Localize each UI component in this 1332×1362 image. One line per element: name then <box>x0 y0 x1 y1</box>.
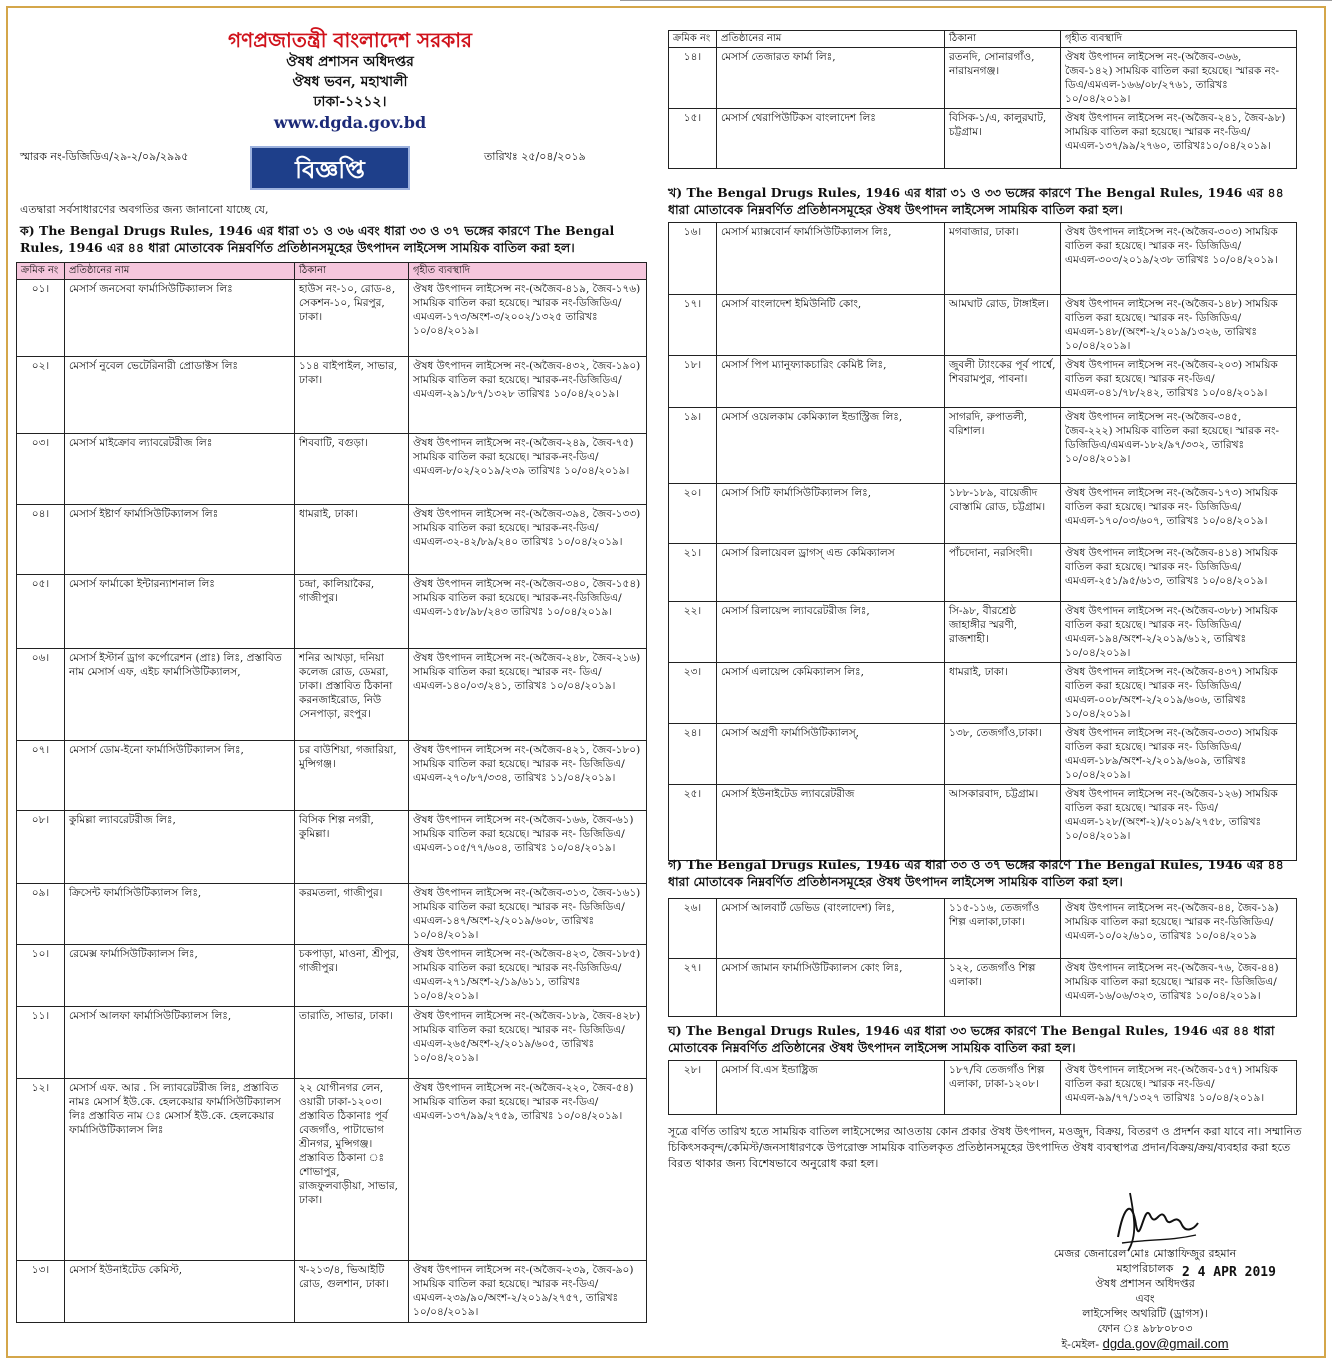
table-row <box>17 884 647 945</box>
table-row <box>669 959 1297 1017</box>
address-cell: ১৮৭/বি তেজগাঁও শিল্প এলাকা, ঢাকা-১২০৮। <box>945 1061 1061 1115</box>
table-row <box>669 484 1297 544</box>
address-cell: ধামরাই, ঢাকা। <box>945 663 1061 724</box>
name-cell: মেসার্স রিলায়েবল ড্রাগস্ এন্ড কেমিক্যালস <box>717 544 945 602</box>
address-cell: ১১৫-১১৬, তেজগাঁও শিল্প এলাকা,ঢাকা। <box>945 899 1061 959</box>
serial-cell: ২৭। <box>669 959 717 1017</box>
address-cell: হাউস নং-১০, রোড-৪, সেকশন-১০, মিরপুর, ঢাকা। <box>295 280 409 357</box>
name-cell: মেসার্স পিপ ম্যানুফ্যাকচারিং কেমিষ্ট লিঃ, <box>717 356 945 408</box>
name-cell: মেসার্স অগ্রণী ফার্মাসিউটিক্যালস্, <box>717 724 945 785</box>
name-cell: ক্রিসেন্ট ফার্মাসিউটিক্যালস লিঃ, <box>65 884 295 945</box>
name-cell: মেসার্স বি.এস ইন্ডাষ্ট্রিজ <box>717 1061 945 1115</box>
name-cell: মেসার্স এলায়েন্স কেমিক্যালস লিঃ, <box>717 663 945 724</box>
col-action: গৃহীত ব্যবস্থাদি <box>1061 31 1297 48</box>
city-line: ঢাকা-১২১২। <box>313 94 387 110</box>
serial-cell: ১৫। <box>669 109 717 169</box>
action-cell: ঔষধ উৎপাদন লাইসেন্স নং-(অজৈব-৭৬, জৈব-৪৪) সাময়িক বাতিল করা হয়েছে। স্মারক নং- ডিজিডিএ/ এমএল-১৬/০৬/৩২৩, তারিখঃ ১০/০৪/২০১৯। <box>1061 959 1297 1017</box>
signature-block <box>1010 1246 1280 1352</box>
table-row <box>17 741 647 811</box>
serial-cell: ০৬। <box>17 649 65 741</box>
action-cell: ঔষধ উৎপাদন লাইসেন্স নং-(অজৈব-৪২১, জৈব-১৮০) সাময়িক বাতিল করা হয়েছে। স্মারক নং- ডিজিডিএ/এমএল-২৭০/৮৭/৩৩৪, তারিখঃ ১১/০৪/২০১৯। <box>409 741 647 811</box>
table-row <box>669 295 1297 356</box>
serial-cell: ১৩। <box>17 1261 65 1323</box>
serial-cell: ০২। <box>17 357 65 434</box>
top-rule <box>620 0 1332 5</box>
signatory-and: এবং <box>1135 1292 1155 1305</box>
table-row <box>17 357 647 434</box>
signatory-phone: ফোন ঃ ৯৮৮০৮০৩ <box>1097 1322 1193 1335</box>
serial-cell: ২০। <box>669 484 717 544</box>
signature-image <box>1110 1185 1200 1255</box>
table-row <box>669 356 1297 408</box>
section-kha-heading: খ) The Bengal Drugs Rules, 1946 এর ধারা ৩১ ও ৩৩ ভঙ্গের কারণে The Bengal Rules, 1946 এর ৪৪ ধারা মোতাবেক নিম্নবর্ণিত প্রতিষ্ঠানসমূহের ঔষধ উৎপাদন লাইসেন্স সাময়িক বাতিল করা হল। <box>668 185 1284 217</box>
action-cell: ঔষধ উৎপাদন লাইসেন্স নং-(অজৈব-১৭৩) সাময়িক বাতিল করা হয়েছে। স্মারক নং- ডিজিডিএ/এমএল-১৭০/০৩/৬০৭, তারিখঃ ১০/০৪/২০১৯। <box>1061 484 1297 544</box>
name-cell: মেসার্স ইউনাইটেড ল্যাবরেটরীজ <box>717 785 945 861</box>
notice-date: তারিখঃ ২৫/০৪/২০১৯ <box>484 150 586 163</box>
name-cell: মেসার্স আলবার্ট ডেভিড (বাংলাদেশ) লিঃ, <box>717 899 945 959</box>
name-cell: মেসার্স এফ. আর . সি ল্যাবরেটরীজ লিঃ, প্রস্তাবিত নামঃ মেসার্স ইউ.কে. হেলকেয়ার ফার্মাসিউটিক্যালস লিঃ প্রস্তাবিত নাম ঃ মেসার্স ইউ.কে. হেলকেয়ার ফার্মাসিউটিক্যালস লিঃ <box>65 1079 295 1261</box>
website-link[interactable]: www.dgda.gov.bd <box>273 113 427 132</box>
serial-cell: ২৬। <box>669 899 717 959</box>
serial-cell: ০৫। <box>17 575 65 649</box>
serial-cell: ১২। <box>17 1079 65 1261</box>
action-cell: ঔষধ উৎপাদন লাইসেন্স নং-(অজৈব-৩৬৬, জৈব-১৪২) সাময়িক বাতিল করা হয়েছে। স্মারক নং- ডিএ/এমএল-১৬৬/০৮/২৭৬১, তারিখঃ ১০/০৪/২০১৯। <box>1061 48 1297 109</box>
name-cell: রেমেক্স ফার্মাসিউটিক্যালস লিঃ, <box>65 945 295 1007</box>
email-link[interactable]: dgda.gov@gmail.com <box>1102 1336 1229 1351</box>
action-cell: ঔষধ উৎপাদন লাইসেন্স নং-(অজৈব-৩৮৮) সাময়িক বাতিল করা হয়েছে। স্মারক নং- ডিজিডিএ/এমএল-১৯৪/অংশ-২/২০১৯/৬১২, তারিখঃ ১০/০৪/২০১৯। <box>1061 602 1297 663</box>
letterhead <box>200 28 500 134</box>
memo-number: স্মারক নং-ডিজিডিএ/২৯-২/০৯/২৯৯৫ <box>20 150 189 163</box>
address-cell: খ-২১৩/৪, ভিআইটি রোড, গুলশান, ঢাকা। <box>295 1261 409 1323</box>
serial-cell: ১৮। <box>669 356 717 408</box>
action-cell: ঔষধ উৎপাদন লাইসেন্স নং-(অজৈব-৪১৯, জৈব-১৭৬) সাময়িক বাতিল করা হয়েছে। স্মারক নং-ডিজিডিএ/এমএল-১৭৩/অংশ-৩/২০০২/১৩২৫ তারিখঃ ১০/০৪/২০১৯। <box>409 280 647 357</box>
action-cell: ঔষধ উৎপাদন লাইসেন্স নং-(অজৈব-৪২৩, জৈব-১৮৫) সাময়িক বাতিল করা হয়েছে। স্মারক নং-ডিজিডিএ/এমএল-২৭১/অংশ-২/১৯/৬১১, তারিখঃ ১০/০৪/২০১৯। <box>409 945 647 1007</box>
address-cell: সি-৯৮, বীরশ্রেষ্ঠ জাহাঙ্গীর স্মরণী, রাজশাহী। <box>945 602 1061 663</box>
col-action: গৃহীত ব্যবস্থাদি <box>409 263 647 280</box>
action-cell: ঔষধ উৎপাদন লাইসেন্স নং-(অজৈব-৩৯৪, জৈব-১৩৩) সাময়িক বাতিল করা হয়েছে। স্মারক-নং-ডিএ/এমএল-৩২-৪২/৮৯/২৪০ তারিখঃ ১০/০৪/২০১৯। <box>409 505 647 575</box>
table-section-ga <box>668 898 1297 1017</box>
dept-name: ঔষধ প্রশাসন অধিদপ্তর <box>286 54 414 70</box>
signatory-authority: লাইসেন্সিং অথরিটি (ড্রাগস)। <box>1082 1307 1208 1320</box>
name-cell: মেসার্স ডোম-ইনো ফার্মাসিউটিক্যালস লিঃ, <box>65 741 295 811</box>
address-cell: তারাতি, সাভার, ঢাকা। <box>295 1007 409 1079</box>
table-section-kha <box>668 222 1297 861</box>
serial-cell: ২৪। <box>669 724 717 785</box>
table-row <box>17 649 647 741</box>
col-name: প্রতিষ্ঠানের নাম <box>717 31 945 48</box>
table-row <box>669 602 1297 663</box>
address-cell: শিববাটি, বগুড়া। <box>295 434 409 505</box>
col-name: প্রতিষ্ঠানের নাম <box>65 263 295 280</box>
table-header-row <box>669 31 1297 48</box>
name-cell: মেসার্স জামান ফার্মাসিউটিক্যালস কোং লিঃ, <box>717 959 945 1017</box>
serial-cell: ২১। <box>669 544 717 602</box>
action-cell: ঔষধ উৎপাদন লাইসেন্স নং-(অজৈব-১৬৬, জৈব-৬১) সাময়িক বাতিল করা হয়েছে। স্মারক নং- ডিজিডিএ/এমএল-১০৫/৭৭/৬০৪, তারিখঃ ১০/০৪/২০১৯। <box>409 811 647 884</box>
address-cell: চকপাড়া, মাওনা, শ্রীপুর, গাজীপুর। <box>295 945 409 1007</box>
govt-title: গণপ্রজাতন্ত্রী বাংলাদেশ সরকার <box>228 28 472 52</box>
name-cell: মেসার্স বাংলাদেশ ইমিউনিটি কোং, <box>717 295 945 356</box>
action-cell: ঔষধ উৎপাদন লাইসেন্স নং-(অজৈব-৪৩৭) সাময়িক বাতিল করা হয়েছে। স্মারক নং- ডিজিডিএ/ এমএল-০০৮/অংশ-২/২০১৯/৬০৬, তারিখঃ ১০/০৪/২০১৯। <box>1061 663 1297 724</box>
name-cell: মেসার্স ম্যাক্সবোর্ন ফার্মাসিউটিক্যালস লিঃ, <box>717 223 945 295</box>
address-cell: চন্দ্রা, কালিয়াকৈর, গাজীপুর। <box>295 575 409 649</box>
address-cell: শনির আখড়া, দনিয়া কলেজ রোড, ডেমরা, ঢাকা। প্রস্তাবিত ঠিকানা করনজাইরোড, নিউ সেনপাড়া, রংপুর। <box>295 649 409 741</box>
serial-cell: ০৭। <box>17 741 65 811</box>
name-cell: মেসার্স নুবেল ভেটেরিনারী প্রোডাক্টস লিঃ <box>65 357 295 434</box>
date-stamp: 2 4 APR 2019 <box>1182 1265 1276 1280</box>
name-cell: মেসার্স আলফা ফার্মাসিউটিক্যালস লিঃ, <box>65 1007 295 1079</box>
action-cell: ঔষধ উৎপাদন লাইসেন্স নং-(অজৈব-১২৬) সাময়িক বাতিল করা হয়েছে। স্মারক নং- ডিএ/এমএল-১২৮/(অংশ-২)/২০১৯/২৭৫৮, তারিখঃ ১০/০৪/২০১৯। <box>1061 785 1297 861</box>
name-cell: মেসার্স ইষ্টার্ণ ফার্মাসিউটিক্যালস লিঃ <box>65 505 295 575</box>
address-cell: আসকারবাদ, চট্টগ্রাম। <box>945 785 1061 861</box>
section-ga-heading: গ) The Bengal Drugs Rules, 1946 এর ধারা ৩৩ ও ৩৭ ভঙ্গের কারণে The Bengal Rules, 1946 এর ৪৪ ধারা মোতাবেক নিম্নবর্ণিত প্রতিষ্ঠানসমূহের ঔষধ উৎপাদন লাইসেন্স সাময়িক বাতিল করা হল। <box>668 857 1284 889</box>
signatory-email-line <box>1010 1336 1280 1352</box>
col-address: ঠিকানা <box>945 31 1061 48</box>
section-ka-heading: ক) The Bengal Drugs Rules, 1946 এর ধারা ৩১ ও ৩৬ এবং ধারা ৩৩ ও ৩৭ ভঙ্গের কারণে The Bengal Rules, 1946 এর ৪৪ ধারা মোতাবেক নিম্নবর্ণিত প্রতিষ্ঠানসমূহের উৎপাদন লাইসেন্স সাময়িক বাতিল করা হল। <box>20 223 615 255</box>
address-cell: পাঁচদোনা, নরসিংদী। <box>945 544 1061 602</box>
action-cell: ঔষধ উৎপাদন লাইসেন্স নং-(অজৈব-২৪১, জৈব-৯৮) সাময়িক বাতিল করা হয়েছে। স্মারক নং-ডিএ/এমএল-১৩৭/৯৯/২৭৬০, তারিখঃ১০/০৪/২০১৯। <box>1061 109 1297 169</box>
action-cell: ঔষধ উৎপাদন লাইসেন্স নং-(অজৈব-১৫৭) সাময়িক বাতিল করা হয়েছে। স্মারক নং-ডিএ/এমএল-৯৯/৭৭/১৩২৭ তারিখঃ ১০/০৪/২০১৯। <box>1061 1061 1297 1115</box>
signatory-name: মেজর জেনারেল মোঃ মোস্তাফিজুর রহমান <box>1053 1247 1237 1260</box>
table-section-ka-cont <box>668 30 1297 169</box>
table-row <box>669 663 1297 724</box>
address-cell: মগবাজার, ঢাকা। <box>945 223 1061 295</box>
action-cell: ঔষধ উৎপাদন লাইসেন্স নং-(অজৈব-২০৩) সাময়িক বাতিল করা হয়েছে। স্মারক নং-ডিএ/এমএল-০৪১/৭৮/২৪২, তারিখঃ ১০/০৪/২০১৯। <box>1061 356 1297 408</box>
table-row <box>669 48 1297 109</box>
table-row <box>669 223 1297 295</box>
address-cell: ১৮৮-১৮৯, বায়েজীদ বোস্তামি রোড, চট্টগ্রাম। <box>945 484 1061 544</box>
table-row <box>669 724 1297 785</box>
name-cell: কুমিল্লা ল্যাবরেটরীজ লিঃ, <box>65 811 295 884</box>
name-cell: মেসার্স ইউনাইটেড কেমিস্ট, <box>65 1261 295 1323</box>
action-cell: ঔষধ উৎপাদন লাইসেন্স নং-(অজৈব-৪৪, জৈব-১৯) সাময়িক বাতিল করা হয়েছে। স্মারক নং-ডিজিডিএ/এমএল-১০/০২/৬১০, তারিখঃ ১০/০৪/২০১৯ <box>1061 899 1297 959</box>
serial-cell: ০১। <box>17 280 65 357</box>
table-header-row <box>17 263 647 280</box>
serial-cell: ১৭। <box>669 295 717 356</box>
building-name: ঔষধ ভবন, মহাখালী <box>292 74 408 90</box>
name-cell: মেসার্স সিটি ফার্মাসিউটিক্যালস লিঃ, <box>717 484 945 544</box>
table-row <box>17 811 647 884</box>
address-cell: বিসিক-১/এ, কালুরঘাট, চট্টগ্রাম। <box>945 109 1061 169</box>
table-row <box>17 1079 647 1261</box>
address-cell: করমতলা, গাজীপুর। <box>295 884 409 945</box>
table-row <box>17 1007 647 1079</box>
action-cell: ঔষধ উৎপাদন লাইসেন্স নং-(অজৈব-২২০, জৈব-৫৪) সাময়িক বাতিল করা হয়েছে। স্মারক নং-ডিএ/এমএল-১৩৭/৯৯/২৭৫৯, তারিখঃ ১০/০৪/২০১৯। <box>409 1079 647 1261</box>
table-row <box>669 785 1297 861</box>
address-cell: জুবলী ট্যাংকের পূর্ব পার্শ্বে, শিবরামপুর, পাবনা। <box>945 356 1061 408</box>
table-section-gha <box>668 1060 1297 1115</box>
address-cell: ১২২, তেজগাঁও শিল্প এলাকা। <box>945 959 1061 1017</box>
serial-cell: ০৪। <box>17 505 65 575</box>
col-serial: ক্রমিক নং <box>669 31 717 48</box>
serial-cell: ১৯। <box>669 408 717 484</box>
table-row <box>669 1061 1297 1115</box>
footer-note: সূত্রে বর্ণিত তারিখ হতে সাময়িক বাতিল লাইসেন্সের আওতায় কোন প্রকার ঔষধ উৎপাদন, মওজুদ, বিক্রয়, বিতরণ ও প্রদর্শন করা যাবে না। সম্মানিত চিকিৎসকবৃন্দ/কেমিস্ট/জনসাধারণকে উপরোক্ত সাময়িক বাতিলকৃত প্রতিষ্ঠানসমূহের উৎপাদিত ঔষধ ব্যবস্থাপত্র প্রদান/বিক্রয়/ক্রয়/ব্যবহার করা হতে বিরত থাকার জন্য বিশেষভাবে অনুরোধ করা হল। <box>668 1125 1302 1170</box>
table-row <box>17 1261 647 1323</box>
table-row <box>669 408 1297 484</box>
table-row <box>17 945 647 1007</box>
serial-cell: ১১। <box>17 1007 65 1079</box>
serial-cell: ১৬। <box>669 223 717 295</box>
serial-cell: ২৩। <box>669 663 717 724</box>
action-cell: ঔষধ উৎপাদন লাইসেন্স নং-(অজৈব-৩৪০, জৈব-১৫৪) সাময়িক বাতিল করা হয়েছে। স্মারক-নং-ডিজিডিএ/এমএল-১৫৮/৯৮/২৪৩ তারিখঃ ১০/০৪/২০১৯। <box>409 575 647 649</box>
name-cell: মেসার্স ওয়েলকাম কেমিক্যাল ইন্ডাস্ট্রিজ লিঃ, <box>717 408 945 484</box>
signatory-title: মহাপরিচালক <box>1116 1262 1174 1275</box>
serial-cell: ০৯। <box>17 884 65 945</box>
intro-text: এতদ্বারা সর্বসাধারণের অবগতির জন্য জানানো যাচ্ছে যে, <box>20 203 269 216</box>
name-cell: মেসার্স ফার্মাকো ইন্টারন্যাশনাল লিঃ <box>65 575 295 649</box>
table-row <box>17 280 647 357</box>
address-cell: চর বাউশিয়া, গজারিয়া, মুন্সিগঞ্জ। <box>295 741 409 811</box>
table-row <box>669 544 1297 602</box>
serial-cell: ১৪। <box>669 48 717 109</box>
table-row <box>17 575 647 649</box>
serial-cell: ০৮। <box>17 811 65 884</box>
address-cell: ২২ যোগীনগর লেন, ওয়ারী ঢাকা-১২০৩। প্রস্তাবিত ঠিকানাঃ পূর্ব বেজগাঁও, পাটাভোগ শ্রীনগর, মুন্সিগঞ্জ। প্রস্তাবিত ঠিকানা ঃ শোভাপুর, রাজফুলবাড়ীয়া, সাভার, ঢাকা। <box>295 1079 409 1261</box>
action-cell: ঔষধ উৎপাদন লাইসেন্স নং-(অজৈব-২৪৯, জৈব-৭৫) সাময়িক বাতিল করা হয়েছে। স্মারক-নং-ডিএ/এমএল-৮/০২/২০১৯/২৩৯ তারিখঃ ১০/০৪/২০১৯। <box>409 434 647 505</box>
address-cell: বিসিক শিল্প নগরী, কুমিল্লা। <box>295 811 409 884</box>
action-cell: ঔষধ উৎপাদন লাইসেন্স নং-(অজৈব-৩১৩, জৈব-১৬১) সাময়িক বাতিল করা হয়েছে। স্মারক নং- ডিজিডিএ/এমএল-১৪৭/অংশ-২/২০১৯/৬০৮, তারিখঃ ১০/০৪/২০১৯। <box>409 884 647 945</box>
address-cell: আমঘাট রোড, টাঙ্গাইল। <box>945 295 1061 356</box>
col-serial: ক্রমিক নং <box>17 263 65 280</box>
name-cell: মেসার্স জনসেবা ফার্মাসিউটিক্যালস লিঃ <box>65 280 295 357</box>
table-row <box>669 899 1297 959</box>
email-label: ই-মেইল- <box>1061 1338 1100 1351</box>
action-cell: ঔষধ উৎপাদন লাইসেন্স নং-(অজৈব-৩৩৩) সাময়িক বাতিল করা হয়েছে। স্মারক নং- ডিজিডিএ/ এমএল-১৮৯/অংশ-২/২০১৯/৬০৯, তারিখঃ ১০/০৪/২০১৯। <box>1061 724 1297 785</box>
name-cell: মেসার্স মাইক্রোব ল্যাবরেটরীজ লিঃ <box>65 434 295 505</box>
action-cell: ঔষধ উৎপাদন লাইসেন্স নং-(অজৈব-২৩৯, জৈব-৯০) সাময়িক বাতিল করা হয়েছে। স্মারক নং-ডিএ/এমএল-২৩৯/৯০/অংশ-২/২০১৯/২৭৫৭, তারিখঃ ১০/০৪/২০১৯। <box>409 1261 647 1323</box>
name-cell: মেসার্স ইস্টার্ন ড্রাগ কর্পোরেশন (প্রাঃ) লিঃ, প্রস্তাবিত নাম মেসার্স এফ, এইচ ফার্মাসিউটিক্যালস, <box>65 649 295 741</box>
name-cell: মেসার্স থেরাপিউটিকস বাংলাদেশ লিঃ <box>717 109 945 169</box>
address-cell: সাগরদি, রুপাতলী, বরিশাল। <box>945 408 1061 484</box>
table-section-ka <box>16 262 647 1323</box>
table-row <box>17 505 647 575</box>
section-gha-heading: ঘ) The Bengal Drugs Rules, 1946 এর ধারা ৩৩ ভঙ্গের কারণে The Bengal Rules, 1946 এর ৪৪ ধারা মোতাবেক নিম্নবর্ণিত প্রতিষ্ঠানের ঔষধ উৎপাদন লাইসেন্স সাময়িক বাতিল করা হল। <box>668 1023 1275 1055</box>
notice-badge: বিজ্ঞপ্তি <box>250 146 410 190</box>
action-cell: ঔষধ উৎপাদন লাইসেন্স নং-(অজৈব-২৪৮, জৈব-২১৬) সাময়িক বাতিল করা হয়েছে। স্মারক নং- ডিএ/এমএল-১৪০/০৩/২৪১, তারিখঃ ১০/০৪/২০১৯। <box>409 649 647 741</box>
action-cell: ঔষধ উৎপাদন লাইসেন্স নং-(অজৈব-১৪৮) সাময়িক বাতিল করা হয়েছে। স্মারক নং- ডিজিডিএ/এমএল-১৪৮/(অংশ-২/২০১৯/১৩২৬, তারিখঃ ১০/০৪/২০১৯। <box>1061 295 1297 356</box>
action-cell: ঔষধ উৎপাদন লাইসেন্স নং-(অজৈব-১৮৯, জৈব-৪২৮) সাময়িক বাতিল করা হয়েছে। স্মারক নং- ডিজিডিএ/এমএল-২৬৫/অংশ-২/২০১৯/৬০৫, তারিখঃ ১০/০৪/২০১৯। <box>409 1007 647 1079</box>
table-row <box>669 109 1297 169</box>
table-row <box>17 434 647 505</box>
address-cell: ধামরাই, ঢাকা। <box>295 505 409 575</box>
action-cell: ঔষধ উৎপাদন লাইসেন্স নং-(অজৈব-৪১৪) সাময়িক বাতিল করা হয়েছে। স্মারক নং- ডিজিডিএ/এমএল-২৫১/৯৫/৬১৩, তারিখঃ ১০/০৪/২০১৯। <box>1061 544 1297 602</box>
serial-cell: ২২। <box>669 602 717 663</box>
address-cell: ১১৪ বাইপাইল, সাভার, ঢাকা। <box>295 357 409 434</box>
serial-cell: ২৮। <box>669 1061 717 1115</box>
name-cell: মেসার্স তেজারত ফার্মা লিঃ, <box>717 48 945 109</box>
action-cell: ঔষধ উৎপাদন লাইসেন্স নং-(অজৈব-৩৪৫, জৈব-২২২) সাময়িক বাতিল করা হয়েছে। স্মারক নং- ডিজিডিএ/এমএল-১৮২/৯৭/৩৩২, তারিখঃ ১০/০৪/২০১৯। <box>1061 408 1297 484</box>
serial-cell: ০৩। <box>17 434 65 505</box>
address-cell: ১৩৮, তেজগাঁও,ঢাকা। <box>945 724 1061 785</box>
serial-cell: ২৫। <box>669 785 717 861</box>
action-cell: ঔষধ উৎপাদন লাইসেন্স নং-(অজৈব-৪৩২, জৈব-১৯০) সাময়িক বাতিল করা হয়েছে। স্মারক-নং-ডিজিডিএ/এমএল-২৯১/৮৭/১৩২৮ তারিখঃ ১০/০৪/২০১৯। <box>409 357 647 434</box>
signatory-dept: ঔষধ প্রশাসন অধিদপ্তর <box>1095 1277 1195 1290</box>
address-cell: রতনদি, সোনারগাঁও, নারায়নগঞ্জ। <box>945 48 1061 109</box>
action-cell: ঔষধ উৎপাদন লাইসেন্স নং-(অজৈব-৩০৩) সাময়িক বাতিল করা হয়েছে। স্মারক নং- ডিজিডিএ/ এমএল-৩০৩/২০১৯/২৩৮ তারিখঃ ১০/০৪/২০১৯। <box>1061 223 1297 295</box>
name-cell: মেসার্স রিলায়েন্স ল্যাবরেটরীজ লিঃ, <box>717 602 945 663</box>
serial-cell: ১০। <box>17 945 65 1007</box>
col-address: ঠিকানা <box>295 263 409 280</box>
